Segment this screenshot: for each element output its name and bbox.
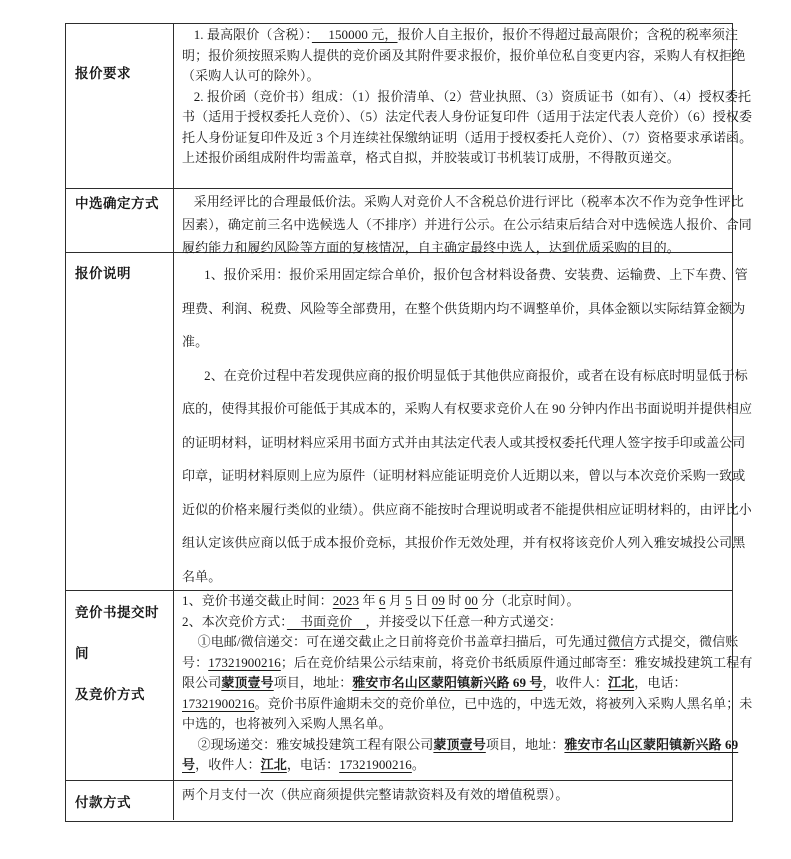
paragraph [182, 87, 756, 169]
text-segment: 项目，地址： [273, 675, 353, 690]
text-segment: 年 [359, 593, 379, 608]
cell-quotation-requirements [182, 25, 756, 169]
cell-payment-method [182, 785, 756, 805]
filled-blank-hour: 09 [431, 593, 445, 608]
text-segment: 1、竞价书递交截止时间： [182, 593, 333, 608]
row-label-text: 中选确定方式 [75, 196, 159, 211]
paragraph [182, 190, 756, 259]
text-segment: ，电话： [634, 675, 687, 690]
text-segment: 日 [411, 593, 432, 608]
paragraph-bid-mode [182, 612, 756, 633]
filled-blank-address: 雅安市名山区蒙阳镇新兴路 69 号 [182, 736, 739, 772]
filled-blank-max-price: 150000 元， [311, 27, 398, 42]
text-segment: 。 [411, 757, 425, 772]
text-segment: ②现场递交：雅安城投建筑工程有限公司 [197, 736, 434, 752]
text-segment: ，收件人： [542, 675, 609, 690]
text-segment: 方式提交，微信账号： [182, 634, 739, 670]
filled-blank-address: 雅安市名山区蒙阳镇新兴路 69 号 [352, 675, 543, 690]
text-segment: 1、报价采用：报价采用固定综合单价，报价包含材料设备费、安装费、运输费、上下车费、管理费、利润、税费、风险等全部费用，在整个供货期内均不调整单价，具体金额以实际结算金额为准。 [182, 267, 748, 349]
row-label-selection-method [75, 194, 171, 214]
row-label-text: 竞价书提交时间 [75, 605, 159, 661]
paragraph-deadline [182, 591, 756, 612]
row-label-text: 及竞价方式 [75, 687, 145, 702]
text-segment: 采用经评比的合理最低价法。采购人对竞价人不含税总价进行评比（税率本次不作为竞争性评比因素），确定前三名中选候选人（不排序）并进行公示。在公示结束后结合对中选候选人报价、合同履约能力和履约风险等方面的复核情况，自主确定最终中选人，达到优质采购的目的。 [182, 194, 752, 255]
paragraph [182, 359, 756, 594]
filled-blank-bid-mode: 书面竞价 [286, 613, 366, 629]
filled-blank-year: 2023 [332, 593, 360, 608]
row-label-payment-method [75, 793, 171, 813]
filled-blank-day: 5 [405, 593, 412, 608]
paragraph-onsite-submission [182, 735, 756, 776]
row-label-quotation-notes [75, 264, 171, 284]
paragraph-email-wechat-submission [182, 632, 756, 735]
row-label-text: 报价要求 [75, 66, 131, 81]
cell-quotation-notes [182, 258, 756, 593]
row-label-text: 付款方式 [75, 795, 131, 810]
text-segment: ①电邮/微信递交：可在递交截止之日前将竞价书盖章扫描后，可先通过 [197, 634, 608, 649]
cell-bid-submission-time-method [182, 591, 756, 776]
filled-blank-phone: 17321900216 [182, 695, 255, 711]
row-label-text: 报价说明 [75, 266, 131, 281]
text-segment: 两个月支付一次（供应商须提供完整请款资料及有效的增值税票）。 [182, 787, 569, 802]
text-segment: 报价人自主报价，报价不得超过最高限价；含税的税率须注明；报价须按照采购人提供的竞价函及其附件要求报价，报价单位私自变更内容，采购人有权拒绝（采购人认可的除外）。 [182, 27, 746, 83]
text-segment: 分（北京时间）。 [477, 593, 580, 608]
text-segment: 2、本次竞价方式： [182, 613, 287, 629]
text-segment: ，收件人： [195, 757, 261, 772]
text-segment: 时 [444, 593, 465, 608]
row-label-quotation-requirements [75, 64, 171, 84]
row-label-bid-submission-time-method [75, 592, 171, 715]
paragraph [182, 785, 756, 805]
filled-blank-project-name: 蒙顶壹号 [221, 675, 274, 690]
filled-blank-minute: 00 [464, 593, 478, 608]
paragraph [182, 25, 756, 87]
text-segment: ，电话： [286, 757, 340, 772]
row-separator-line [65, 188, 733, 189]
filled-blank-recipient: 江北 [260, 757, 287, 772]
filled-blank-phone: 17321900216 [339, 757, 412, 772]
filled-blank-month: 6 [378, 593, 386, 608]
filled-blank-wechat-account: 17321900216 [208, 654, 281, 670]
text-segment: 2. 报价函（竞价书）组成：（1）报价清单、（2）营业执照、（3）资质证书（如有）、（4）授权委托书（适用于授权委托人竞价）、（5）法定代表人身份证复印件（适用于法定代表人竞价）（6）授权委托人身份证复印件及近 3 个月连续社保缴纳证明（适用于授权委托人竞价）、（7）资格要求承诺函。上述报价函组成附件均需盖章，格式自拟，并胶装或订书机装订成册，不得散页递交。 [182, 88, 753, 165]
text-segment: 项目，地址： [485, 736, 565, 752]
row-separator-line [65, 780, 733, 781]
filled-blank-wechat: 微信 [607, 634, 634, 649]
text-segment: ；后在竞价结果公示结束前，将竞价书纸质原件通过邮寄至：雅安城投建筑工程有限公司 [182, 654, 753, 690]
text-segment: 月 [385, 593, 406, 608]
filled-blank-recipient: 江北 [608, 675, 635, 690]
text-segment: 2、在竞价过程中若发现供应商的报价明显低于其他供应商报价，或者在设有标底时明显低于标底的，使得其报价可能低于其成本的，采购人有权要求竞价人在 90 分钟内作出书面说明并提供相应的证明材料，证明材料应采用书面方式并由其法定代表人或其授权委托代理人签字按手印或盖公司印章，证明材料原则上应为原件（证明材料应能证明竞价人近期以来，曾以与本次竞价采购一致或近似的价格来履行类似的业绩）。供应商不能按时合理说明或者不能提供相应证明材料的，由评比小组认定该供应商以低于成本报价竞标，其报价作无效处理，并有权将该竞价人列入雅安城投公司黑名单。 [182, 367, 753, 584]
text-segment: ，并接受以下任意一种方式递交： [365, 613, 563, 629]
cell-selection-method [182, 190, 756, 259]
paragraph [182, 258, 756, 359]
text-segment: 1. 最高限价（含税）： [193, 27, 312, 42]
filled-blank-project-name: 蒙顶壹号 [433, 736, 486, 752]
label-column-divider-line [173, 23, 174, 820]
text-segment: 。竞价书原件逾期未交的竞价单位，已中选的，中选无效，将被列入采购人黑名单；未中选的，也将被列入采购人黑名单。 [182, 695, 753, 731]
